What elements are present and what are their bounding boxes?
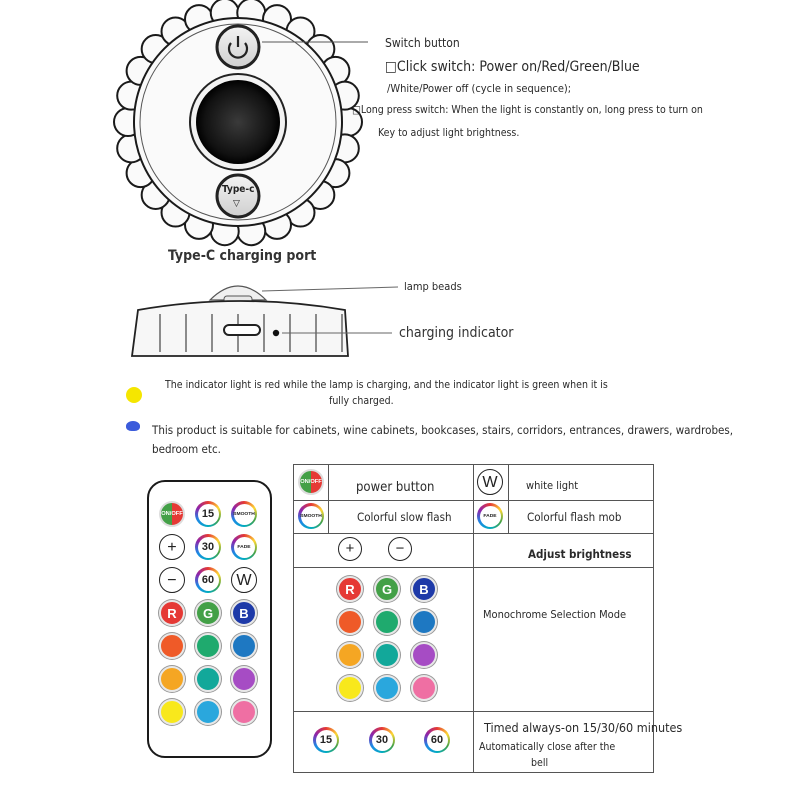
charging-indicator-label: charging indicator [399,325,514,341]
remote-white-button: W [231,567,257,593]
legend-color-icon [411,675,437,701]
remote-g-button: G [195,600,221,626]
legend-color-icon [337,609,363,635]
typec-charging-port-label: Type-C charging port [168,248,317,264]
legend-g-icon: G [374,576,400,602]
remote-color-button [195,633,221,659]
timer-sub-label-1: Automatically close after the [479,741,616,753]
colorful-flash-mob-label: Colorful flash mob [527,510,622,524]
legend-color-icon [411,609,437,635]
legend-timer-60-icon: 60 [424,727,450,753]
legend-b-icon: B [411,576,437,602]
usage-note-line-1: This product is suitable for cabinets, wine cabinets, bookcases, stairs, corridors, entrances, drawers, wardrobes, [152,423,734,437]
remote-color-button [231,699,257,725]
click-switch-text: □Click switch: Power on/Red/Green/Blue [385,59,640,75]
power-button-label: power button [356,480,435,495]
typec-arrow-icon: ▽ [233,198,240,208]
colorful-slow-flash-label: Colorful slow flash [357,510,452,524]
usage-note-line-2: bedroom etc. [152,442,221,456]
adjust-brightness-label: Adjust brightness [528,547,632,561]
timer-label: Timed always-on 15/30/60 minutes [484,720,683,735]
remote-onoff-button: ON/OFF [159,501,185,527]
switch-button-label: Switch button [385,36,460,50]
indicator-note-dot [126,387,142,403]
legend-onoff-icon: ON/OFF [298,469,324,495]
cycle-text: /White/Power off (cycle in sequence); [387,82,572,95]
legend-color-icon [374,642,400,668]
legend-color-icon [337,642,363,668]
indicator-note-line-1: The indicator light is red while the lamp is charging, and the indicator light is green when it is [165,379,608,391]
remote-color-button [159,633,185,659]
remote-color-button [195,666,221,692]
remote-b-button: B [231,600,257,626]
monochrome-selection-label: Monochrome Selection Mode [483,608,627,621]
long-press-text-2: Key to adjust light brightness. [378,127,520,139]
legend-r-icon: R [337,576,363,602]
remote-color-button [159,666,185,692]
lamp-beads-label: lamp beads [404,280,462,293]
legend-fade-icon: FADE [477,503,503,529]
legend-minus-icon: − [388,537,412,561]
indicator-note-line-2: fully charged. [329,395,394,407]
remote-color-button [159,699,185,725]
typec-button-label: Type-c [222,184,255,195]
remote-r-button: R [159,600,185,626]
legend-timer-15-icon: 15 [313,727,339,753]
remote-timer-60-button: 60 [195,567,221,593]
remote-timer-15-button: 15 [195,501,221,527]
legend-smooth-icon: SMOOTH [298,503,324,529]
remote-color-button [231,666,257,692]
legend-color-icon [374,675,400,701]
timer-sub-label-2: bell [531,757,549,769]
remote-fade-button: FADE [231,534,257,560]
remote-smooth-button: SMOOTH [231,501,257,527]
legend-color-icon [374,609,400,635]
remote-plus-button: + [159,534,185,560]
legend-white-icon: W [477,469,503,495]
legend-plus-icon: + [338,537,362,561]
legend-color-icon [411,642,437,668]
legend-color-icon [337,675,363,701]
remote-color-button [231,633,257,659]
long-press-text: □Long press switch: When the light is constantly on, long press to turn on [352,104,703,116]
legend-timer-30-icon: 30 [369,727,395,753]
remote-color-button [195,699,221,725]
remote-minus-button: − [159,567,185,593]
usage-note-dot [126,421,140,431]
remote-timer-30-button: 30 [195,534,221,560]
white-light-label: white light [526,479,579,492]
